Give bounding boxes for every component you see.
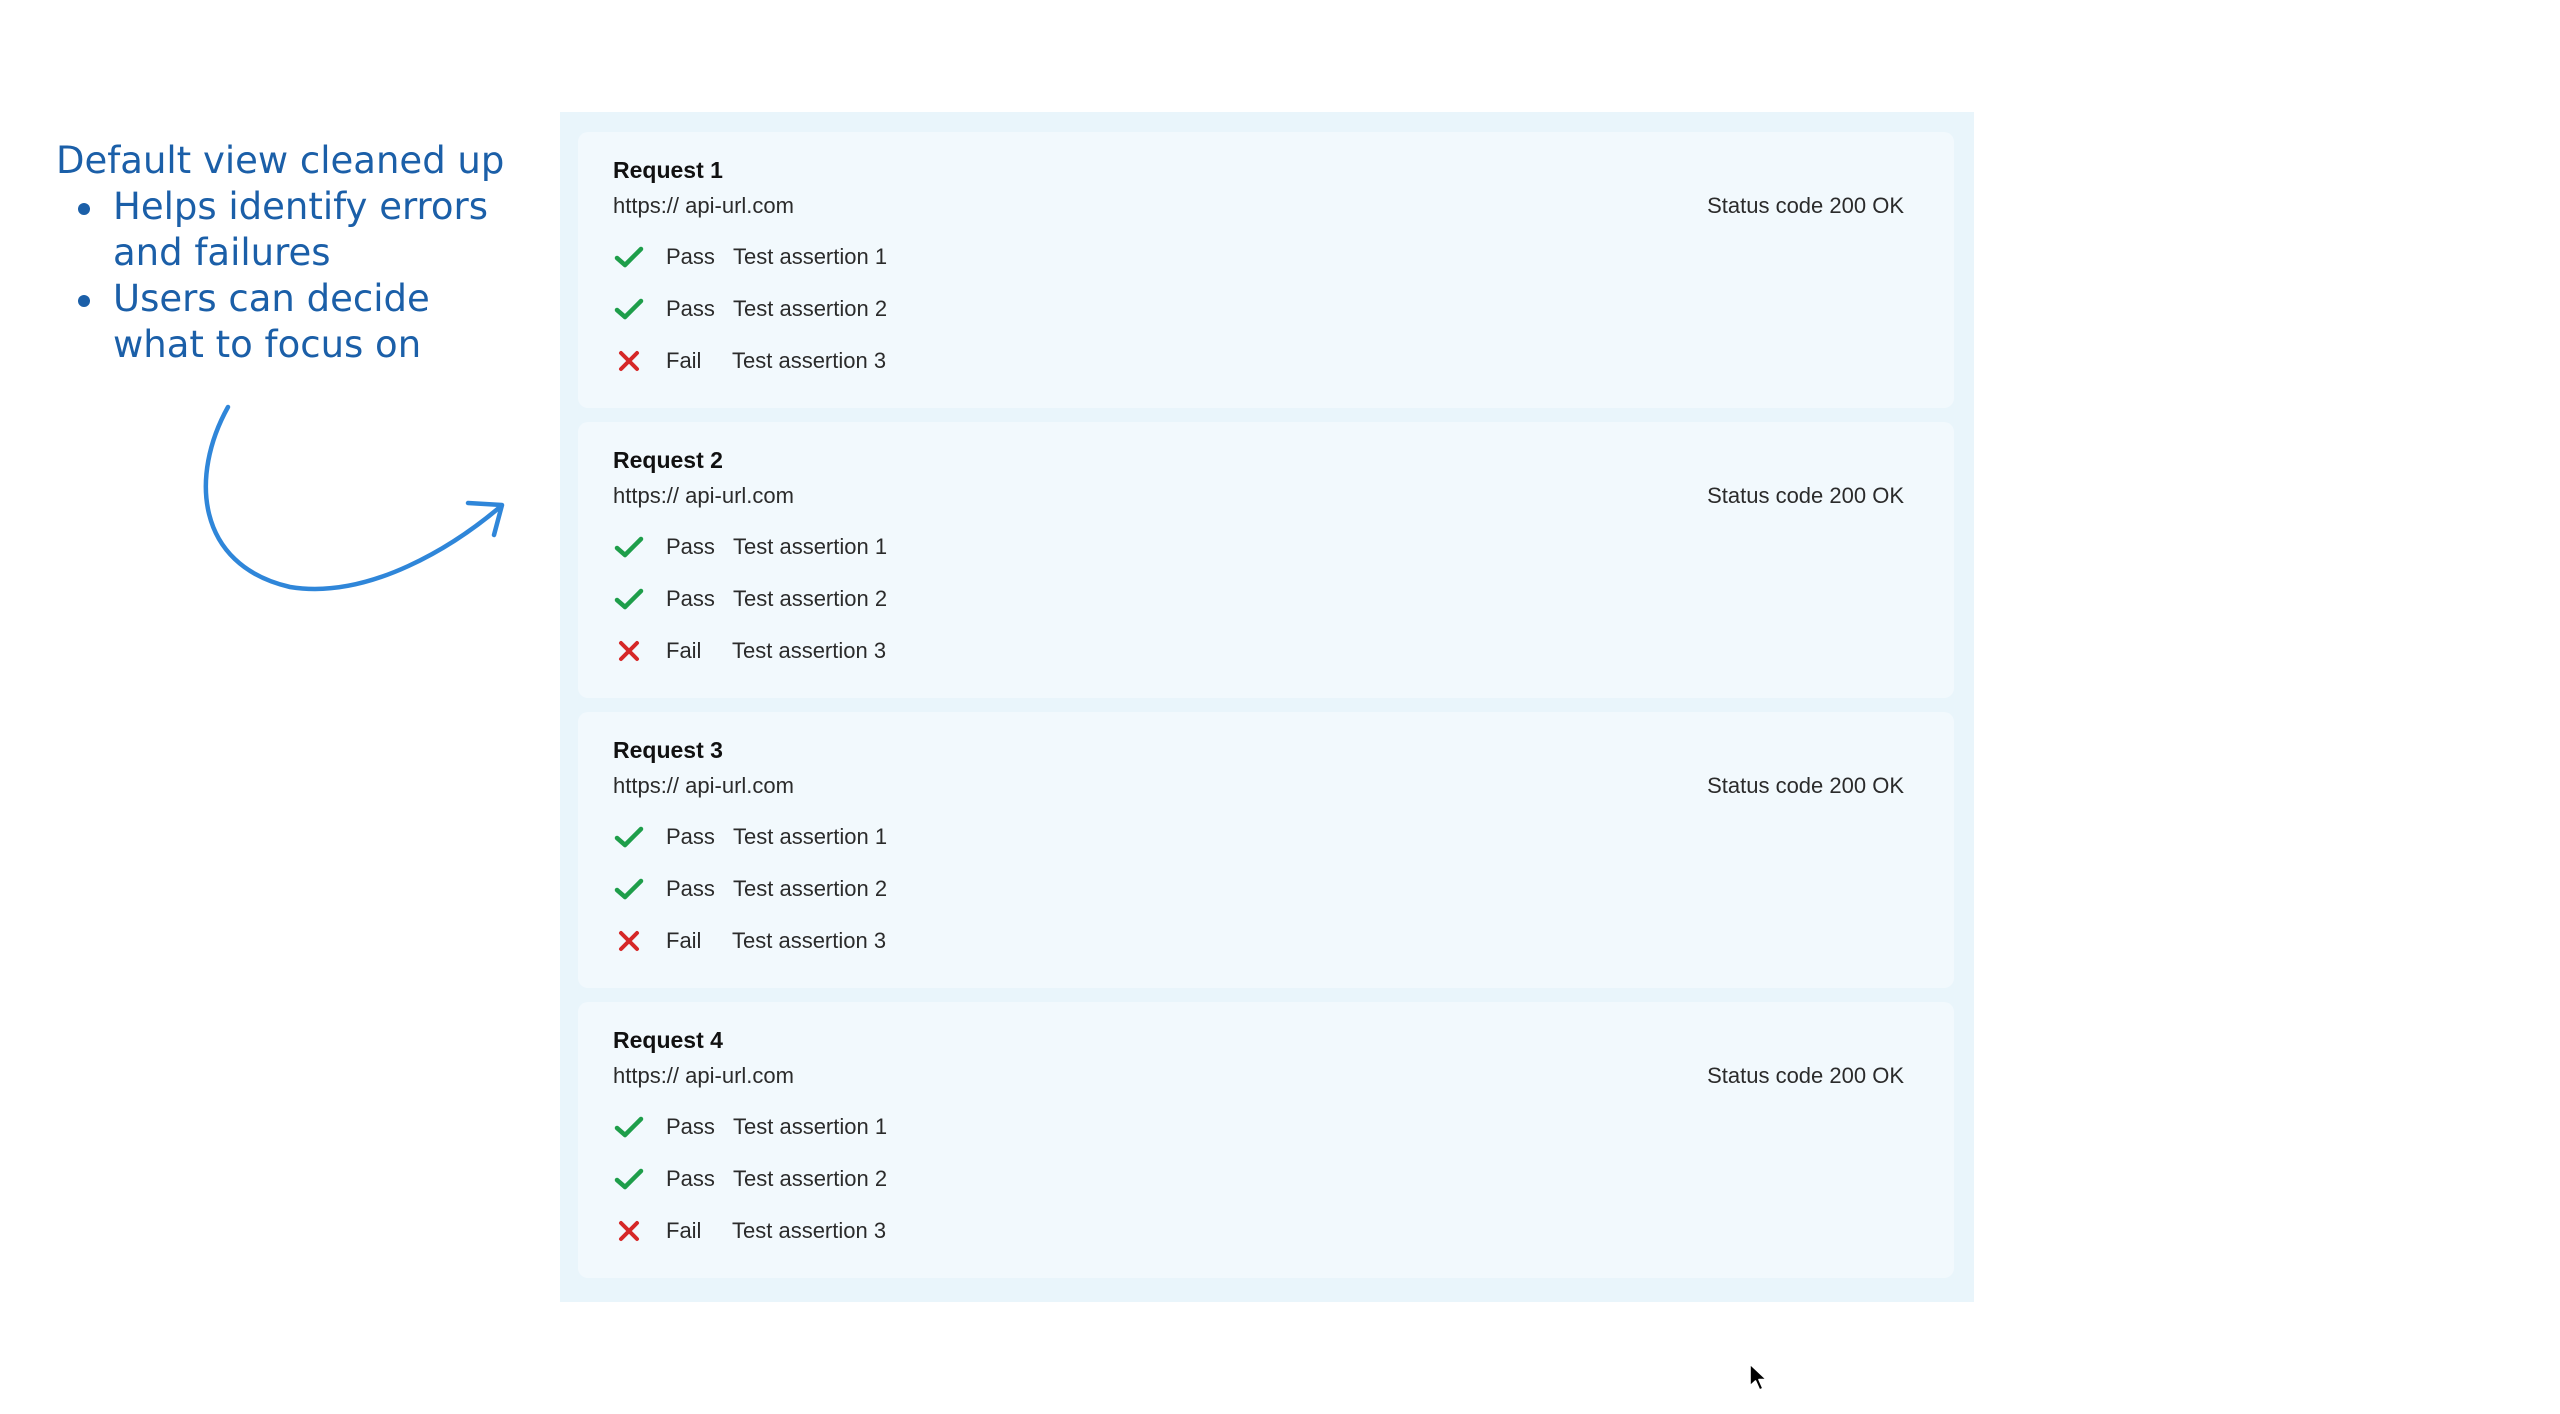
request-card[interactable] [578, 132, 1954, 408]
annotation-heading: Default view cleaned up [56, 139, 505, 182]
assertion-result: Pass [666, 296, 715, 321]
assertion-row [613, 822, 887, 852]
status-code: Status code 200 OK [1707, 773, 1904, 798]
assertion-result: Fail [666, 348, 702, 373]
status-code: Status code 200 OK [1707, 193, 1904, 218]
assertion-result: Pass [666, 876, 715, 901]
assertion-row [613, 1112, 887, 1142]
annotation-bullet: Helps identify errors and failures [56, 184, 526, 276]
cross-icon [613, 636, 645, 666]
assertion-result: Pass [666, 586, 715, 611]
annotation-bullet: Users can decide what to focus on [56, 276, 526, 368]
assertion-result: Pass [666, 1114, 715, 1139]
annotation-bullet-list [56, 184, 526, 368]
check-icon [613, 874, 645, 904]
assertion-label: Test assertion 2 [733, 876, 888, 901]
assertion-label: Test assertion 1 [733, 824, 888, 849]
assertion-label: Test assertion 2 [733, 296, 888, 321]
request-url: https:// api-url.com [613, 773, 794, 798]
request-results-panel [560, 112, 1974, 1302]
assertion-label: Test assertion 3 [732, 348, 887, 373]
request-title: Request 4 [613, 1027, 723, 1053]
assertion-row [613, 346, 886, 376]
cross-icon [613, 1216, 645, 1246]
curved-arrow-icon [190, 395, 520, 600]
request-url: https:// api-url.com [613, 1063, 794, 1088]
cross-icon [613, 346, 645, 376]
request-title: Request 1 [613, 157, 723, 183]
assertion-row [613, 874, 887, 904]
assertion-label: Test assertion 1 [733, 534, 888, 559]
check-icon [613, 822, 645, 852]
check-icon [613, 584, 645, 614]
request-url: https:// api-url.com [613, 193, 794, 218]
assertion-row [613, 294, 887, 324]
check-icon [613, 1164, 645, 1194]
assertion-row [613, 1164, 887, 1194]
assertion-row [613, 584, 887, 614]
check-icon [613, 532, 645, 562]
assertion-result: Pass [666, 1166, 715, 1191]
assertion-label: Test assertion 1 [733, 1114, 888, 1139]
request-url: https:// api-url.com [613, 483, 794, 508]
cross-icon [613, 926, 645, 956]
request-card[interactable] [578, 712, 1954, 988]
assertion-label: Test assertion 3 [732, 638, 887, 663]
assertion-result: Fail [666, 1218, 702, 1243]
assertion-result: Pass [666, 824, 715, 849]
request-card[interactable] [578, 422, 1954, 698]
assertion-row [613, 636, 886, 666]
assertion-result: Fail [666, 928, 702, 953]
assertion-label: Test assertion 1 [733, 244, 888, 269]
assertion-row [613, 1216, 886, 1246]
request-title: Request 3 [613, 737, 723, 763]
status-code: Status code 200 OK [1707, 483, 1904, 508]
request-card[interactable] [578, 1002, 1954, 1278]
status-code: Status code 200 OK [1707, 1063, 1904, 1088]
check-icon [613, 294, 645, 324]
annotation-note [56, 138, 526, 368]
assertion-result: Fail [666, 638, 702, 663]
assertion-label: Test assertion 2 [733, 586, 888, 611]
assertion-row [613, 242, 887, 272]
assertion-result: Pass [666, 244, 715, 269]
assertion-label: Test assertion 2 [733, 1166, 888, 1191]
mouse-cursor-icon [1748, 1362, 1770, 1394]
assertion-label: Test assertion 3 [732, 1218, 887, 1243]
assertion-result: Pass [666, 534, 715, 559]
request-title: Request 2 [613, 447, 723, 473]
check-icon [613, 242, 645, 272]
assertion-row [613, 532, 887, 562]
check-icon [613, 1112, 645, 1142]
assertion-label: Test assertion 3 [732, 928, 887, 953]
assertion-row [613, 926, 886, 956]
